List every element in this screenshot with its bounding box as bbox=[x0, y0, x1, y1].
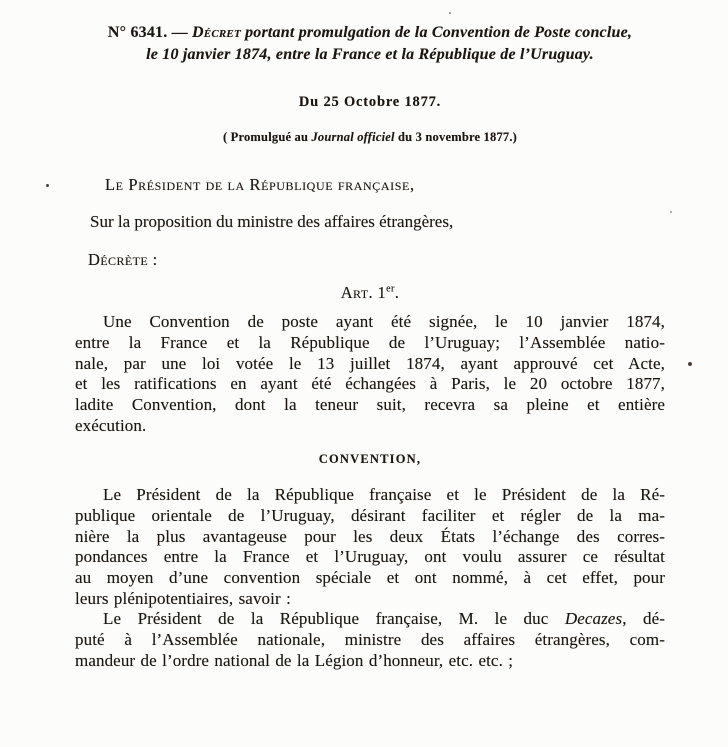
text-line: puté à l’Assemblée nationale, ministre des affaires étrangères, com- bbox=[75, 629, 665, 649]
decree-title bbox=[75, 22, 665, 66]
promulgation-suffix: du 3 novembre 1877.) bbox=[394, 130, 518, 144]
text-line: publique orientale de l’Uruguay, désirant faciliter et régler de la ma- bbox=[75, 505, 665, 525]
article-1-heading bbox=[75, 283, 665, 303]
text-line: entre la France et la République de l’Uruguay; l’Assemblée natio- bbox=[75, 332, 665, 352]
dateline: Du 25 Octobre 1877. bbox=[298, 94, 442, 110]
text-line: pondances entre la France et l’Uruguay, ont voulu assurer ce résultat bbox=[75, 547, 665, 567]
italic-name-segment: Decazes bbox=[564, 609, 623, 628]
text-segment: , dé- bbox=[622, 609, 665, 628]
scan-speck bbox=[449, 12, 451, 14]
scan-speck bbox=[688, 362, 692, 366]
proposition-line: Sur la proposition du ministre des affaires étrangères, bbox=[90, 212, 454, 231]
text-line: mandeur de l’ordre national de la Légion d’honneur, etc. etc. ; bbox=[75, 650, 514, 670]
decree-number: N° 6341. — bbox=[107, 24, 193, 41]
convention-heading: CONVENTION, bbox=[318, 452, 422, 466]
text-line: nale, par une loi votée le 13 juillet 1874, ayant approuvé cet Acte, bbox=[75, 353, 665, 373]
decree-word: Décrète : bbox=[88, 250, 158, 269]
article-1-body bbox=[75, 312, 665, 437]
promulgation-note bbox=[75, 130, 665, 145]
text-line bbox=[75, 609, 665, 630]
decree-title-line-1 bbox=[75, 22, 665, 44]
text-line: Une Convention de poste ayant été signée, le 10 janvier 1874, bbox=[103, 312, 665, 331]
article-1-label: Art. 1 bbox=[340, 283, 387, 302]
text-line: nière la plus avantageuse pour les deux États l’échange des corres- bbox=[75, 526, 665, 546]
text-segment: Le Président de la République française, M. le duc bbox=[103, 609, 565, 628]
president-salutation: Le Président de la République française, bbox=[105, 175, 415, 194]
decree-title-rest: portant promulgation de la Convention de Poste conclue, bbox=[240, 24, 633, 41]
scan-speck bbox=[46, 184, 49, 187]
text-line: au moyen d’une convention spéciale et ont nommé, à cet effet, pour bbox=[75, 568, 665, 588]
decree-title-keyword: Décret bbox=[192, 24, 241, 41]
plenipotentiaries-paragraph bbox=[75, 609, 665, 671]
text-line: ladite Convention, dont la teneur suit, recevra sa pleine et entière bbox=[75, 395, 665, 415]
text-line: Le Président de la République française et le Président de la Ré- bbox=[103, 485, 665, 504]
article-1-superscript: er bbox=[386, 283, 395, 295]
text-line: leurs plénipotentiaires, savoir : bbox=[75, 588, 291, 608]
promulgation-prefix: ( Promulgué au bbox=[222, 130, 312, 144]
decree-title-line-2: le 10 janvier 1874, entre la France et la République de l’Uruguay. bbox=[146, 46, 594, 63]
journal-officiel-name: Journal officiel bbox=[311, 130, 395, 144]
scan-speck bbox=[670, 211, 672, 213]
article-1-period: . bbox=[394, 283, 400, 302]
text-line: et les ratifications en ayant été échangées à Paris, le 20 octobre 1877, bbox=[75, 374, 665, 394]
convention-preamble-paragraph bbox=[75, 485, 665, 610]
text-line: exécution. bbox=[75, 415, 147, 435]
